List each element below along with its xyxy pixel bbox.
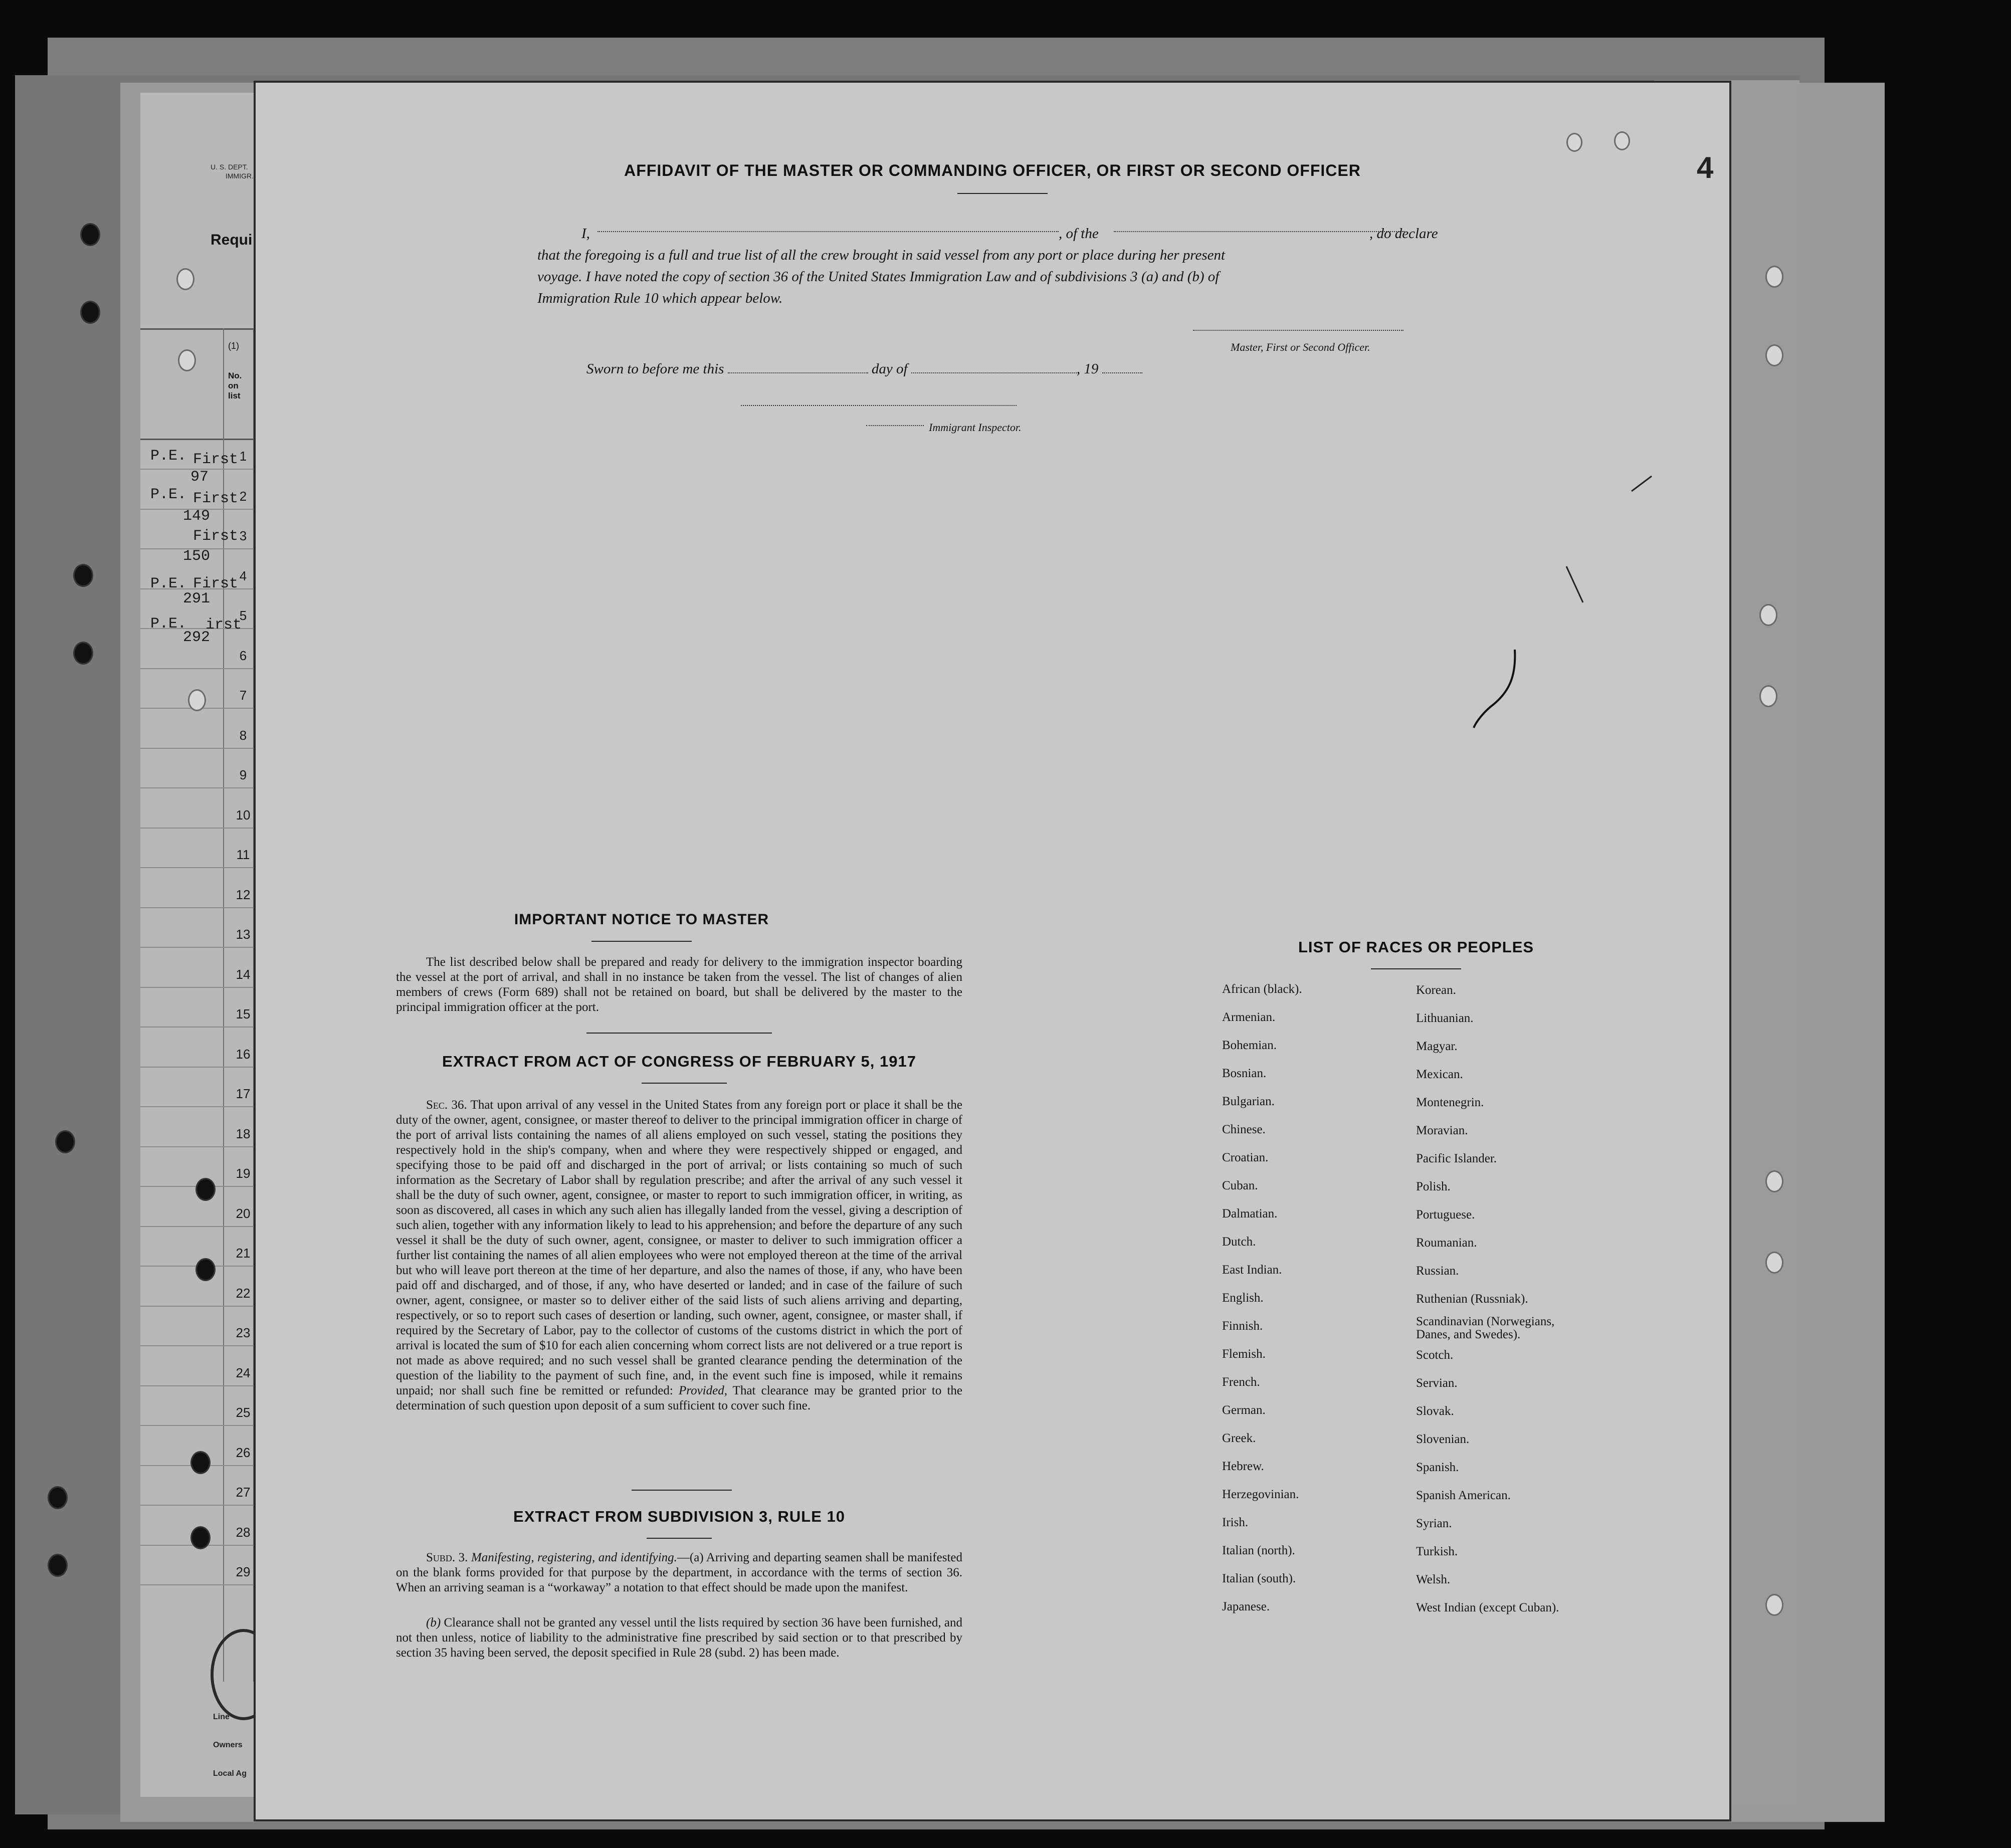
entry-number: 150	[183, 548, 211, 565]
under-col-number: (1)	[228, 341, 239, 351]
punch-hole	[178, 349, 196, 371]
table-header-rule	[140, 439, 258, 440]
entry-tag: P.E.	[150, 448, 187, 465]
master-signature-blank[interactable]	[1193, 330, 1403, 331]
row-rule	[140, 828, 257, 829]
act-end-rule	[632, 1490, 732, 1491]
race-item: Pacific Islander.	[1416, 1152, 1497, 1165]
notice-text: The list described below shall be prepared and ready for delivery to the immigration inspector boarding the vessel at the port of arrival, and shall in no instance be taken from the vessel. The list of changes of alien members of crews (Form 689) shall not be retained on board, but shall be delivered by the master to the principal immigration officer at the port.	[396, 955, 962, 1014]
row-rule	[140, 867, 257, 868]
sworn-day-of: day of	[871, 361, 908, 377]
page-mark: 4	[1697, 151, 1714, 184]
punch-hole	[1765, 1252, 1783, 1274]
row-number: 6	[239, 648, 247, 663]
title-rule	[957, 193, 1048, 194]
punch-hole	[188, 689, 206, 711]
name-blank[interactable]	[597, 231, 1059, 232]
sworn-year-prefix: , 19	[1076, 361, 1099, 377]
declaration-line-4: Immigration Rule 10 which appear below.	[537, 290, 783, 306]
under-footer-owners: Owners	[213, 1741, 243, 1749]
race-item: Greek.	[1222, 1431, 1256, 1445]
inspector-label: Immigrant Inspector.	[929, 421, 1022, 434]
race-item: Chinese.	[1222, 1123, 1266, 1136]
row-rule	[140, 947, 257, 948]
inspector-signature-blank[interactable]	[741, 405, 1017, 406]
punch-hole	[190, 1526, 211, 1549]
row-number: 17	[236, 1086, 251, 1101]
race-item: Welsh.	[1416, 1573, 1451, 1586]
rule-subd-label: Subd. 3.	[426, 1551, 468, 1564]
row-number: 3	[239, 528, 247, 543]
row-number: 25	[236, 1405, 251, 1420]
race-item: Moravian.	[1416, 1124, 1468, 1137]
row-number: 18	[236, 1126, 251, 1141]
sworn-year-blank[interactable]	[1102, 372, 1142, 373]
sworn-day-blank[interactable]	[728, 372, 868, 373]
row-number: 13	[236, 927, 251, 942]
race-item: West Indian (except Cuban).	[1416, 1601, 1559, 1614]
entry-class: First	[193, 575, 239, 592]
entry-class: First	[193, 490, 239, 507]
punch-hole	[195, 1258, 216, 1281]
punch-hole	[73, 642, 93, 665]
row-number: 2	[239, 488, 247, 504]
punch-hole	[1759, 604, 1777, 626]
act-body: That upon arrival of any vessel in the United States from any foreign port or place it shall be the duty of the owner, agent, consignee, or master thereof to deliver to the principal immigration officer in charge of the port of arrival lists containing the names of all aliens employed on such vessel, stating the positions they respectively hold in the ship's company, when and where they were respectively shipped or engaged, and specifying those to be paid off and discharged in the port of arrival; or lists containing so much of such information as the Secretary of Labor shall by regulation prescribe; and after the arrival of any such vessel it shall be the duty of such owner, agent, consignee, or master to report to such immigration officer, in writing, as soon as discovered, all cases in which any such alien has illegally landed from the vessel, giving a description of such alien, together with any information likely to lead to his apprehension; and before the departure of any such vessel it shall be the duty of such owner, agent, consignee, or master to deliver to such immigration officer a further list containing the names of all alien employees who were not employed thereon at the time of the arrival but who will leave port thereon at the time of her departure, and also the names of those, if any, who have been paid off and discharged, and of those, if any, who have deserted or landed; and in case of the failure of such owner, agent, consignee, or master so to deliver either of the said lists of such aliens arriving and departing, respectively, or so to report such cases of desertion or landing, such owner, agent, consignee, or master shall, if required by the Secretary of Labor, pay to the collector of customs of the customs district in which the port of arrival is located the sum of $10 for each alien concerning whom correct lists are not delivered or a true report is not made as above required; and no such vessel shall be granted clearance pending the determination of the question of the liability to the payment of such fine, and, in the event such fine is imposed, while it remains unpaid; nor shall such fine be remitted or refunded:	[396, 1098, 962, 1397]
race-item: German.	[1222, 1403, 1266, 1417]
entry-class: First	[193, 451, 239, 468]
row-number: 27	[236, 1485, 251, 1500]
punch-hole	[1765, 344, 1783, 366]
row-number: 1	[239, 449, 247, 464]
row-number: 14	[236, 966, 251, 982]
race-item: Turkish.	[1416, 1545, 1458, 1558]
vessel-blank[interactable]	[1114, 231, 1404, 232]
sworn-line	[586, 361, 1142, 377]
punch-hole	[48, 1486, 68, 1509]
race-item: Cuban.	[1222, 1179, 1258, 1192]
inspector-dots	[866, 425, 924, 426]
race-item: Japanese.	[1222, 1600, 1270, 1613]
act-title-rule	[642, 1083, 727, 1084]
row-number: 26	[236, 1445, 251, 1460]
race-item: Herzegovinian.	[1222, 1488, 1299, 1501]
sworn-text: Sworn to before me this	[586, 361, 724, 377]
row-number: 12	[236, 887, 251, 902]
sworn-month-blank[interactable]	[911, 372, 1077, 373]
row-number: 21	[236, 1246, 251, 1261]
rule-part-b	[396, 1615, 962, 1661]
row-number: 4	[239, 568, 247, 583]
race-item: Slovenian.	[1416, 1432, 1470, 1446]
declaration-declare: , do declare	[1369, 226, 1438, 242]
row-rule	[140, 1067, 257, 1068]
race-item: Korean.	[1416, 983, 1456, 997]
under-footer-local: Local Ag	[213, 1769, 247, 1778]
declaration-i: I,	[581, 226, 590, 242]
punch-hole	[1566, 133, 1582, 152]
punch-hole	[80, 223, 100, 246]
race-item: Armenian.	[1222, 1010, 1276, 1024]
punch-hole	[73, 564, 93, 587]
row-number: 5	[239, 608, 247, 623]
act-text	[396, 1098, 962, 1413]
row-number: 22	[236, 1285, 251, 1301]
race-item: Bohemian.	[1222, 1039, 1277, 1052]
master-signature-label: Master, First or Second Officer.	[1231, 341, 1370, 353]
rule-title-rule	[647, 1538, 712, 1539]
row-rule	[140, 1505, 257, 1506]
race-item: Scotch.	[1416, 1348, 1454, 1362]
affidavit-declaration	[537, 223, 1470, 309]
declaration-line-3: voyage. I have noted the copy of section 36 of the United States Immigration Law and of subdivisions 3 (a) and (b) of	[537, 269, 1220, 285]
row-rule	[140, 1306, 257, 1307]
race-item: Roumanian.	[1416, 1236, 1477, 1250]
rule-part-a-text: —(a) Arriving and departing seamen shall be manifested on the blank forms provided for that purpose by the department, in accordance with the terms of section 36. When an arriving seaman is a “workaway” a notation to that effect should be made upon the manifest.	[396, 1551, 962, 1594]
race-item: Slovak.	[1416, 1404, 1454, 1418]
punch-hole	[190, 1451, 211, 1474]
act-title: EXTRACT FROM ACT OF CONGRESS OF FEBRUARY 5, 1917	[442, 1053, 916, 1070]
row-rule	[140, 1226, 257, 1227]
punch-hole	[55, 1130, 75, 1153]
punch-hole	[176, 268, 194, 290]
row-rule	[140, 668, 257, 669]
entry-tag: P.E.	[150, 615, 187, 633]
rule-part-b-label: (b)	[426, 1616, 441, 1629]
under-footer-line: Line	[213, 1713, 230, 1721]
row-number: 23	[236, 1325, 251, 1340]
punch-hole	[80, 301, 100, 324]
row-rule	[140, 1425, 257, 1426]
notice-divider	[586, 1033, 772, 1034]
under-requisition-label: Requi	[211, 232, 253, 248]
punch-hole	[1765, 1170, 1783, 1192]
race-item: French.	[1222, 1375, 1260, 1389]
punch-hole	[1614, 131, 1630, 150]
race-item: English.	[1222, 1291, 1264, 1305]
race-item: Dalmatian.	[1222, 1207, 1278, 1220]
race-item: Servian.	[1416, 1376, 1458, 1390]
row-rule	[140, 748, 257, 749]
under-col-label: No. on list	[228, 371, 242, 400]
row-rule	[140, 907, 257, 908]
entry-class: First	[193, 528, 239, 545]
row-number: 9	[239, 767, 247, 782]
rule-title: EXTRACT FROM SUBDIVISION 3, RULE 10	[513, 1508, 845, 1525]
punch-hole	[195, 1178, 216, 1201]
race-item: Italian (north).	[1222, 1544, 1295, 1557]
affidavit-title: AFFIDAVIT OF THE MASTER OR COMMANDING OFFICER, OR FIRST OR SECOND OFFICER	[624, 161, 1361, 179]
act-section-label: Sec. 36.	[426, 1098, 467, 1112]
declaration-of-the: , of the	[1059, 226, 1099, 242]
notice-title: IMPORTANT NOTICE TO MASTER	[514, 911, 769, 928]
rule-part-a	[396, 1550, 962, 1595]
punch-hole	[48, 1554, 68, 1577]
row-number: 29	[236, 1564, 251, 1579]
race-item: Scandinavian (Norwegians, Danes, and Swedes).	[1416, 1315, 1555, 1341]
spacer	[1081, 231, 1084, 232]
races-title: LIST OF RACES OR PEOPLES	[1298, 938, 1534, 956]
punch-hole	[1765, 266, 1783, 288]
race-item: East Indian.	[1222, 1263, 1282, 1277]
row-number: 28	[236, 1524, 251, 1540]
race-item: Lithuanian.	[1416, 1011, 1474, 1025]
table-column-divider	[253, 328, 254, 1682]
row-number: 15	[236, 1006, 251, 1021]
race-item: Croatian.	[1222, 1151, 1269, 1164]
declaration-line-2: that the foregoing is a full and true list of all the crew brought in said vessel from any port or place during her present	[537, 247, 1226, 263]
race-item: Finnish.	[1222, 1319, 1263, 1333]
row-number: 16	[236, 1046, 251, 1062]
race-item: Irish.	[1222, 1516, 1249, 1529]
row-number: 24	[236, 1365, 251, 1380]
race-item: Mexican.	[1416, 1068, 1463, 1081]
rule-subd-title: Manifesting, registering, and identifying.	[471, 1551, 677, 1564]
act-proviso-text: That clearance may be granted prior to the determination of such question upon deposit of a sum sufficient to cover such fine.	[396, 1384, 962, 1412]
punch-hole	[1759, 685, 1777, 707]
race-item: Hebrew.	[1222, 1460, 1264, 1473]
entry-number: 291	[183, 590, 211, 607]
race-item: Spanish.	[1416, 1461, 1459, 1474]
pen-marks	[1454, 466, 1654, 747]
race-item: Flemish.	[1222, 1347, 1266, 1361]
punch-hole	[1765, 1594, 1783, 1616]
row-number: 7	[239, 688, 247, 703]
race-item: Montenegrin.	[1416, 1096, 1484, 1109]
row-rule	[140, 1345, 257, 1346]
race-item: Magyar.	[1416, 1040, 1458, 1053]
under-header-dept: U. S. DEPT.	[211, 163, 248, 171]
row-number: 11	[236, 847, 250, 862]
under-header-dept2: IMMIGR.	[226, 172, 254, 180]
race-item: Bosnian.	[1222, 1067, 1267, 1080]
row-rule	[140, 1106, 257, 1107]
race-item: Polish.	[1416, 1180, 1451, 1193]
entry-number: 97	[190, 469, 209, 486]
race-item: Bulgarian.	[1222, 1095, 1275, 1108]
row-rule	[140, 787, 257, 788]
row-number: 8	[239, 727, 247, 743]
entry-class: irst	[206, 617, 242, 634]
race-item: Dutch.	[1222, 1235, 1256, 1249]
entry-tag: P.E.	[150, 575, 187, 592]
race-item: Ruthenian (Russniak).	[1416, 1292, 1528, 1306]
row-rule	[140, 1584, 257, 1585]
race-item: Spanish American.	[1416, 1489, 1511, 1502]
row-number: 19	[236, 1166, 251, 1181]
races-title-rule	[1371, 968, 1461, 969]
rule-part-b-text: Clearance shall not be granted any vessel until the lists required by section 36 have been furnished, and not then unless, notice of liability to the administrative fine prescribed by said section or to that prescribed by section 35 having been served, the deposit specified in Rule 28 (subd. 2) has been made.	[396, 1616, 962, 1660]
race-item: Italian (south).	[1222, 1572, 1296, 1585]
race-item: African (black).	[1222, 982, 1302, 996]
entry-tag: P.E.	[150, 486, 187, 503]
race-item: Russian.	[1416, 1264, 1459, 1278]
entry-number: 292	[183, 629, 211, 646]
act-proviso-word: Provided,	[679, 1384, 727, 1397]
notice-title-rule	[591, 941, 692, 942]
row-number: 10	[236, 807, 251, 823]
row-rule	[140, 1146, 257, 1147]
race-item: Syrian.	[1416, 1517, 1452, 1530]
row-rule	[140, 1026, 257, 1028]
race-item: Portuguese.	[1416, 1208, 1475, 1221]
row-number: 20	[236, 1205, 251, 1221]
entry-number: 149	[183, 508, 211, 525]
row-rule	[140, 1385, 257, 1386]
row-rule	[140, 987, 257, 988]
table-header-rule	[140, 328, 258, 330]
